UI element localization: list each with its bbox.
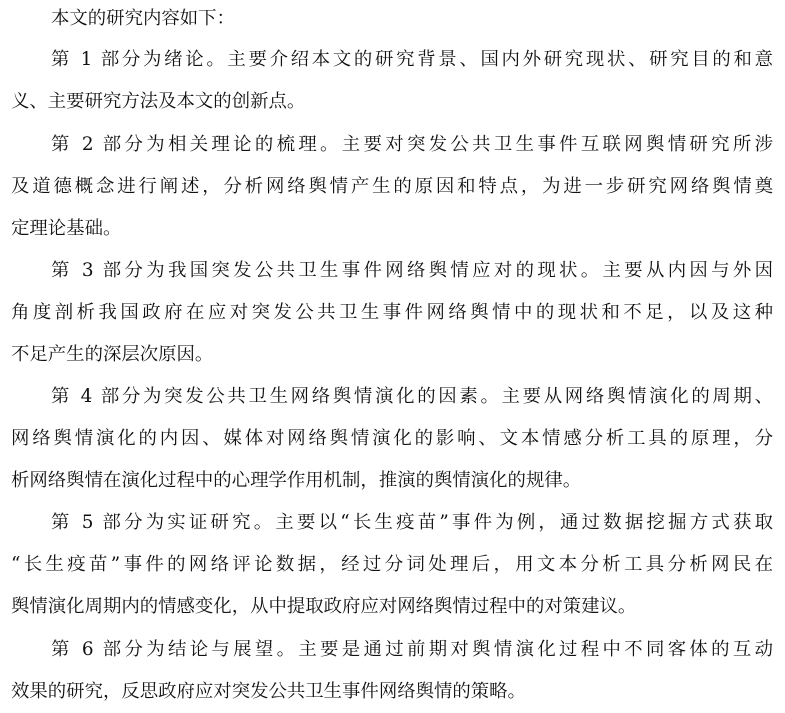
paragraph-1-line-1: 第 1 部分为绪论。主要介绍本文的研究背景、国内外研究现状、研究目的和意 [51, 49, 773, 70]
paragraph-2-line-3: 定理论基础。 [11, 218, 122, 239]
paragraph-2-line-2: 及道德概念进行阐述，分析网络舆情产生的原因和特点，为进一步研究网络舆情奠 [11, 176, 773, 197]
paragraph-2-line-1: 第 2 部分为相关理论的梳理。主要对突发公共卫生事件互联网舆情研究所涉 [51, 134, 773, 155]
paragraph-5-line-3: 舆情演化周期内的情感变化，从中提取政府应对网络舆情过程中的对策建议。 [11, 596, 637, 617]
intro-line: 本文的研究内容如下： [51, 8, 235, 29]
paragraph-5-line-2: “长生疫苗”事件的网络评论数据，经过分词处理后，用文本分析工具分析网民在 [11, 554, 773, 575]
paragraph-3-line-3: 不足产生的深层次原因。 [11, 344, 214, 365]
paragraph-6-line-1: 第 6 部分为结论与展望。主要是通过前期对舆情演化过程中不同客体的互动 [51, 639, 773, 660]
paragraph-3-line-2: 角度剖析我国政府在应对突发公共卫生事件网络舆情中的现状和不足，以及这种 [11, 302, 773, 323]
paragraph-4-line-2: 网络舆情演化的内因、媒体对网络舆情演化的影响、文本情感分析工具的原理，分 [11, 428, 773, 449]
paragraph-4-line-1: 第 4 部分为突发公共卫生网络舆情演化的因素。主要从网络舆情演化的周期、 [51, 386, 773, 407]
paragraph-6-line-2: 效果的研究，反思政府应对突发公共卫生事件网络舆情的策略。 [11, 681, 526, 702]
paragraph-4-line-3: 析网络舆情在演化过程中的心理学作用机制，推演的舆情演化的规律。 [11, 470, 582, 491]
paragraph-5-line-1: 第 5 部分为实证研究。主要以“长生疫苗”事件为例，通过数据挖掘方式获取 [51, 512, 773, 533]
paragraph-3-line-1: 第 3 部分为我国突发公共卫生事件网络舆情应对的现状。主要从内因与外因 [51, 260, 773, 281]
paragraph-1-line-2: 义、主要研究方法及本文的创新点。 [11, 91, 306, 112]
